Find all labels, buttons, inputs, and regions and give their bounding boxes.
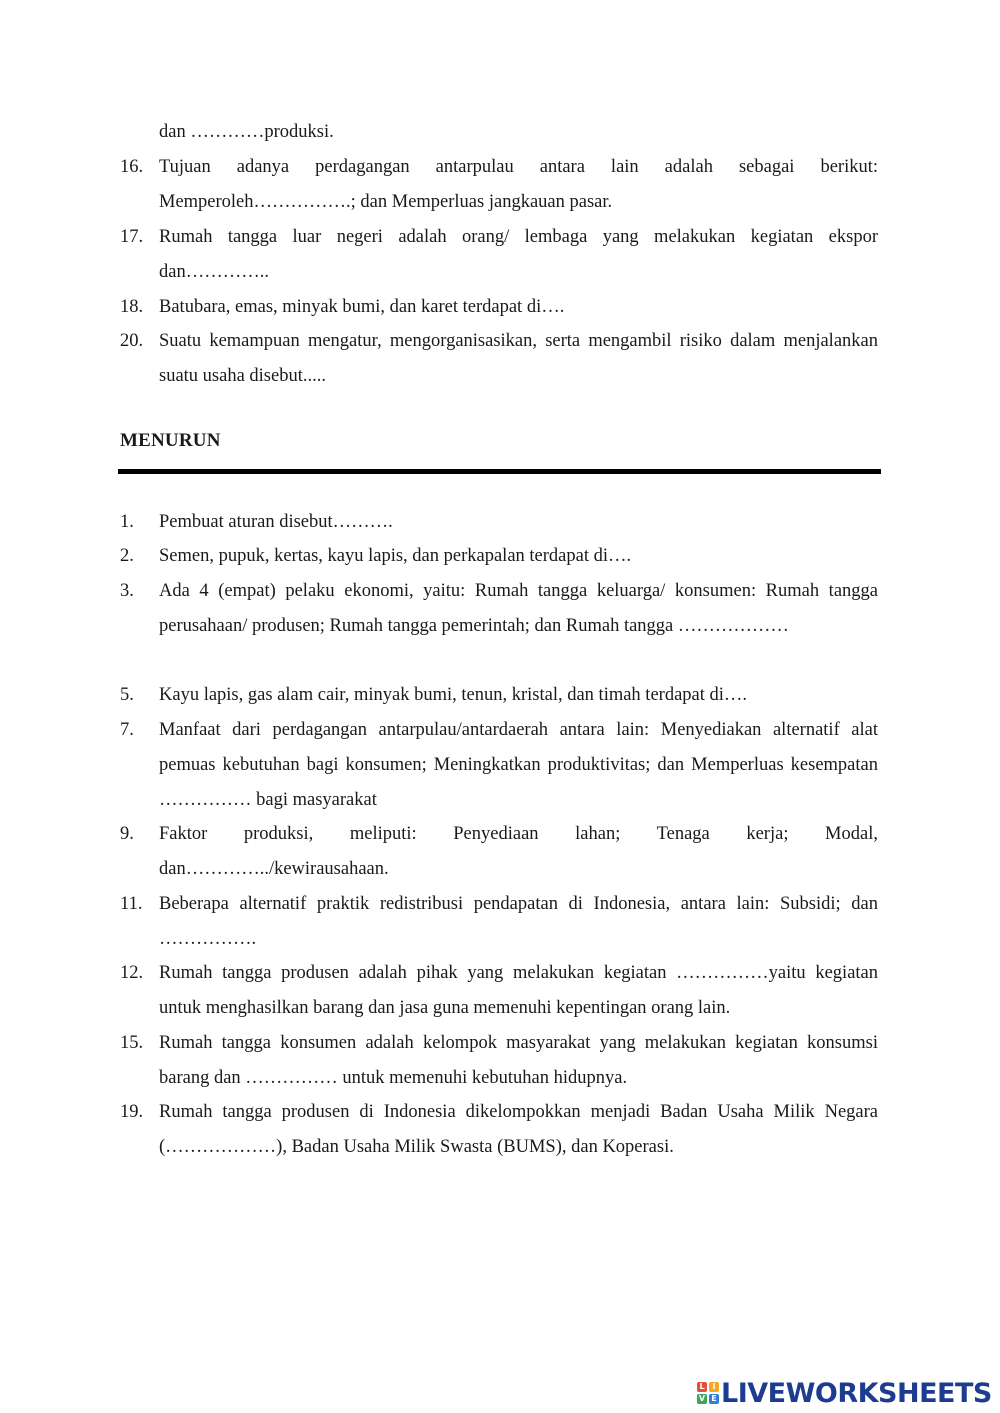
question-text: Rumah tangga produsen adalah pihak yang melakukan kegiatan ……………yaitu kegiatan untuk menghasilkan barang dan jasa guna memenuhi kepentingan orang lain. [159,963,878,1018]
question-number: 2. [120,546,134,566]
question-item [120,150,878,220]
question-number: 5. [120,685,134,705]
question-number: 17. [120,227,144,247]
question-number: 7. [120,720,134,740]
section-divider [118,469,881,474]
question-item [120,1026,878,1096]
logo-text: LIVEWORKSHEETS [721,1377,992,1409]
question-item [120,1095,878,1165]
question-text: Rumah tangga konsumen adalah kelompok masyarakat yang melakukan kegiatan konsumsi barang dan …………… untuk memenuhi kebutuhan hidupnya. [159,1033,878,1088]
question-number: 20. [120,331,144,351]
question-item [120,324,878,394]
question-item [120,539,878,574]
question-number: 19. [120,1102,144,1122]
logo-mark-letter: I [709,1382,719,1392]
question-item [120,678,878,713]
question-number: 3. [120,581,134,601]
question-item [120,505,878,540]
logo-mark-letter: L [697,1382,707,1392]
question-item [120,887,878,957]
question-text: Pembuat aturan disebut………. [159,512,393,532]
question-text: Kayu lapis, gas alam cair, minyak bumi, tenun, kristal, dan timah terdapat di…. [159,685,748,705]
question-number: 16. [120,157,144,177]
question-text: Batubara, emas, minyak bumi, dan karet terdapat di…. [159,297,565,317]
question-text: Tujuan adanya perdagangan antarpulau antara lain adalah sebagai berikut: Memperoleh…………….; dan Memperluas jangkauan pasar. [159,157,878,212]
question-number: 11. [120,894,143,914]
question-item [120,220,878,290]
logo-mark-icon [697,1382,719,1404]
question-text: Beberapa alternatif praktik redistribusi pendapatan di Indonesia, antara lain: Subsidi; dan ……………. [159,894,878,949]
question-number: 18. [120,297,144,317]
question-item [120,713,878,818]
question-number: 15. [120,1033,144,1053]
question-text: Manfaat dari perdagangan antarpulau/antardaerah antara lain: Menyediakan alternatif alat pemuas kebutuhan bagi konsumen; Meningkatkan produktivitas; dan Memperluas kesempatan …………… bagi masyarakat [159,720,878,810]
question-text: Rumah tangga luar negeri adalah orang/ lembaga yang melakukan kegiatan ekspor dan………….. [159,227,878,282]
continuation-line: dan …………produksi. [159,122,334,142]
question-text: Faktor produksi, meliputi: Penyediaan lahan; Tenaga kerja; Modal, dan…………../kewirausahaan. [159,824,878,879]
question-number: 1. [120,512,134,532]
question-number: 9. [120,824,134,844]
question-text: Ada 4 (empat) pelaku ekonomi, yaitu: Rumah tangga keluarga/ konsumen: Rumah tangga perusahaan/ produsen; Rumah tangga pemerintah; dan Rumah tangga ……………… [159,581,878,636]
question-text: Semen, pupuk, kertas, kayu lapis, dan perkapalan terdapat di…. [159,546,632,566]
question-text: Suatu kemampuan mengatur, mengorganisasikan, serta mengambil risiko dalam menjalankan suatu usaha disebut..... [159,331,878,386]
question-item [120,956,878,1026]
section-heading: MENURUN [120,430,221,451]
question-item [120,817,878,887]
question-text: Rumah tangga produsen di Indonesia dikelompokkan menjadi Badan Usaha Milik Negara (………………), Badan Usaha Milik Swasta (BUMS), dan Koperasi. [159,1102,878,1157]
question-item [120,574,878,644]
question-item [120,290,878,325]
question-number: 12. [120,963,144,983]
logo-mark-letter: E [709,1394,719,1404]
logo-mark-letter: V [698,1394,706,1403]
liveworksheets-logo [697,1376,992,1410]
